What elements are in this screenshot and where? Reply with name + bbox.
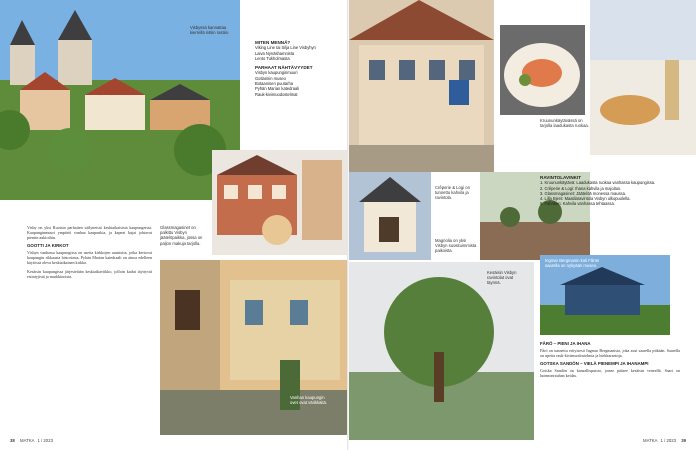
left-p2: Kesäisin kaupungissa järjestetään keskiaikaviikko, jolloin kadut täyttyvät esiintyjistä ja markkinoista. [27, 268, 152, 279]
sidebar-left-item: Visbyn kaupunginmuuri [255, 70, 298, 76]
sidebar-right [540, 175, 680, 207]
sidebar-right-item: 2. Crêperie & Logi: Ihana kahvila ja majoitus. [540, 185, 622, 191]
sidebar-left-item: Botaaninen puutarha [255, 81, 294, 87]
right-heading-2: GOTSKA SANDÖN – VIELÄ PIENEMPI JA IHANAMPI [540, 361, 649, 367]
right-footer [643, 438, 686, 443]
crepe-illustration [349, 172, 431, 260]
dessert-illustration [590, 0, 696, 155]
right-page-number: 39 [681, 438, 686, 443]
sidebar-left-title2: PARHAAT NÄHTÄVYYDET [255, 65, 313, 71]
tree-illustration [349, 262, 534, 440]
ingmar-caption: Ingmar Bergmanin koti Fårön saarella on nykyään museo. [545, 258, 600, 269]
tree-photo [349, 262, 534, 440]
sidebar-left-item: Lento Tukholmasta [255, 55, 290, 61]
right-p2: Gotska Sandön on kansallispuisto, jonne pääsee kesäisin veneellä. Saari on luonnonrauhan keidas. [540, 368, 680, 379]
crepe-photo [349, 172, 431, 260]
salmon-photo [500, 25, 585, 115]
hostel-photo [212, 150, 347, 255]
bar-street-photo [160, 260, 347, 435]
sidebar-left-item: Viking Line tai Silja Line Visbyhyn [255, 45, 316, 51]
right-footer-issue: 1 / 2023 [660, 438, 677, 443]
sidebar-right-item: 3. Glassmagasinet: Jäätelöä monessa maussa. [540, 190, 627, 196]
sidebar-right-title: RAVINTOLAVINKIT [540, 175, 582, 180]
left-body-text [27, 225, 152, 279]
sidebar-left-item: Pyhän Marian katedraali [255, 86, 300, 92]
sidebar-left-item: Laiva Nynäshamnista [255, 50, 295, 56]
left-footer [10, 438, 53, 443]
left-footer-issue: 1 / 2023 [37, 438, 53, 443]
sidebar-left-item: Rauk-kivimuodostelmat [255, 91, 298, 97]
building-photo [349, 0, 494, 172]
magnolia-caption: Magnolia on yksi Visbyn suosituimmista paikoista. [435, 238, 477, 254]
green-door-caption: Vanhan kaupungin ovet ovat värikkäitä. [290, 395, 328, 406]
right-body-text [540, 338, 680, 378]
icecream-caption: Glassmagasinet on palkittu Visbyn jäätelöpaikka, jossa on paljon makuja tarjolla. [160, 225, 203, 246]
sidebar-left-item: Gotlannin museo [255, 75, 286, 81]
dessert-photo [590, 0, 696, 155]
right-footer-mag: MATKA [643, 438, 658, 443]
building-illustration [349, 0, 494, 172]
left-heading: GOOTTI JA KIRKOT [27, 243, 69, 249]
salmon-caption: Kruununkäytävässä on tarjolla laadukasta ruokaa. [540, 118, 589, 129]
sidebar-left-title1: MITEN MENNÄ? [255, 40, 291, 45]
summer-caption: Kesäisin Visbyn ravintolat ovat täynnä. [487, 270, 517, 286]
sidebar-left [255, 40, 343, 97]
right-heading-1: FÅRÖ – PIENI JA IHANA [540, 341, 591, 346]
left-p1: Visbyn vanhassa kaupungissa on useita kirkkojen raunioita, jotka kertovat kaupungin rikkaasta historiasta. Pyhän Marian katedraali on ainoa edelleen käytössä oleva keskiaikainen kirkko. [27, 250, 152, 266]
left-footer-mag: MATKA [19, 438, 35, 443]
right-p1: Fårö on tunnettu erityisesti Ingmar Bergmanista, joka asui saarella pitkään. Saarella on upeita rauk-kivimuodostelmia ja hiekkarantoja. [540, 348, 680, 359]
crepe-caption: Crêperie & Logi on tunnettu kahvila ja ravintola. [435, 185, 470, 201]
left-page-number: 38 [10, 438, 15, 443]
hostel-illustration [212, 150, 347, 255]
bar-street-illustration [160, 260, 347, 435]
harbor-caption: Visbyssä kannattaa kierrellä ristiin rastiin. [190, 25, 230, 36]
left-intro: Visby on yksi Ruotsin parhaiten säilyneistä keskiaikaisista kaupungeista. Kaupunginmuuri ympäröi vanhaa kaupunkia, ja kapeat kujat johtavat pieniin aukioihin. [27, 225, 152, 241]
salmon-illustration [500, 25, 585, 115]
sidebar-right-item: 4. Lilla Bjers: Maatilaravintola Visbyn ulkopuolella. [540, 196, 631, 202]
sidebar-right-item: 1. Kruununkäytävä: Laadukasta ruokaa vanhassa kaupungissa. [540, 180, 656, 186]
sidebar-right-item: 5. Fabriken: Kahvila vanhassa tehtaassa. [540, 201, 615, 207]
